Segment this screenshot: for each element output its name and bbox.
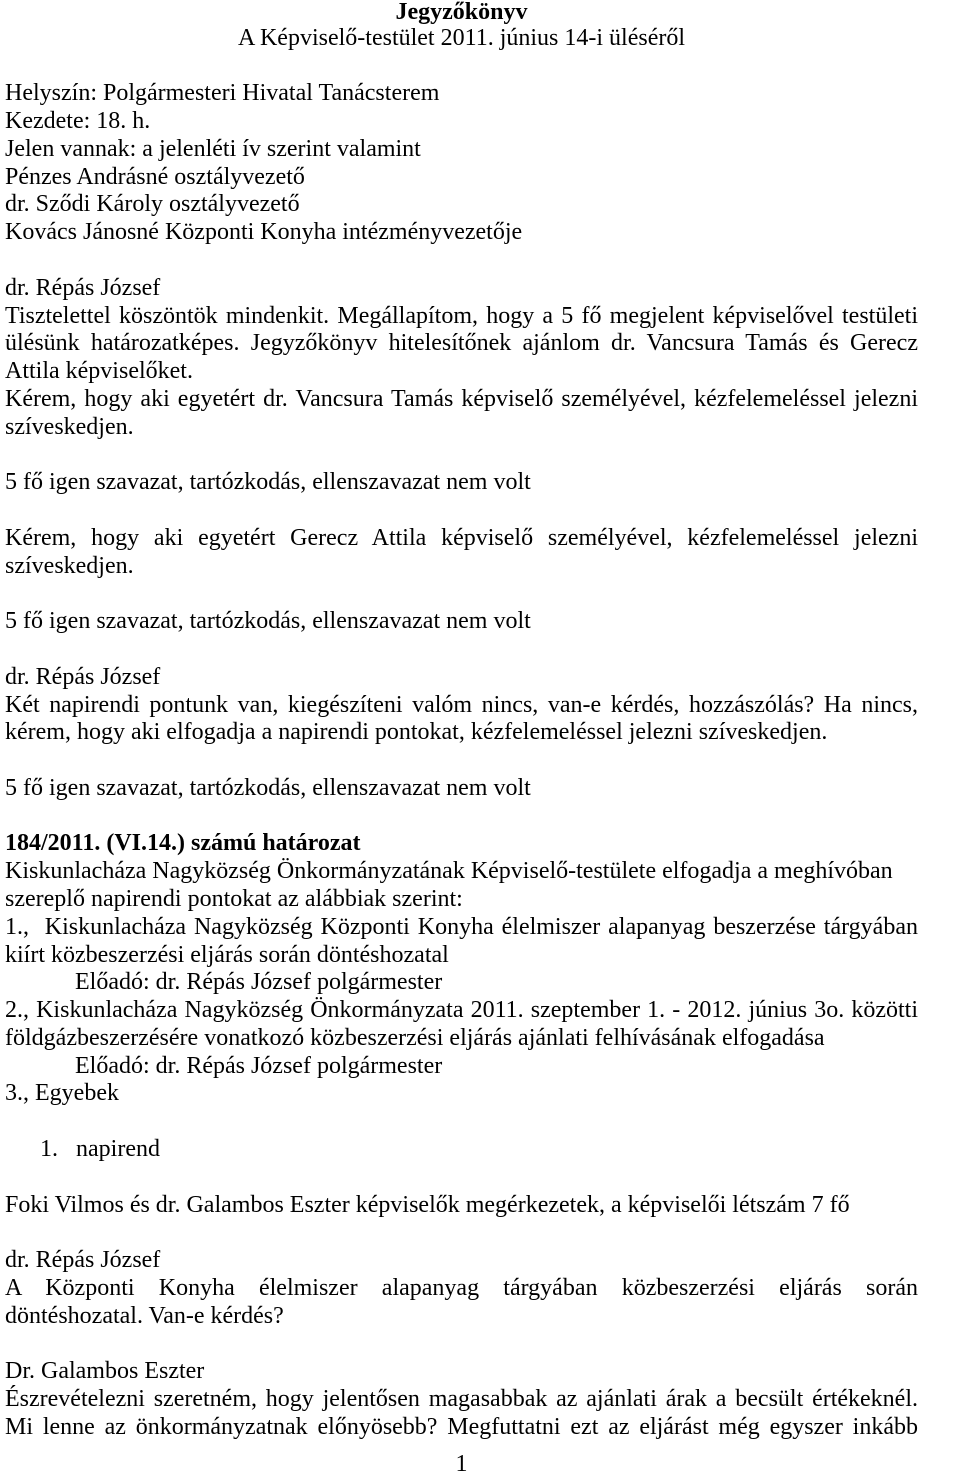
attendee-line: Kovács Jánosné Központi Konyha intézményvezetője (5, 219, 523, 246)
page-number: 1 (455, 1451, 468, 1475)
paragraph-line: szíveskedjen. (5, 552, 134, 579)
attendee-line: dr. Sződi Károly osztályvezető (5, 191, 300, 218)
speaker-name: Dr. Galambos Eszter (5, 1358, 205, 1385)
document-title: Jegyzőkönyv (395, 0, 528, 25)
meeting-location: Helyszín: Polgármesteri Hivatal Tanácsterem (5, 80, 440, 107)
agenda-item-heading (5, 1136, 918, 1164)
blank-line (5, 1108, 918, 1136)
paragraph-line: Attila képviselőket. (5, 358, 193, 385)
blank-line (5, 803, 918, 831)
vote-result: 5 fő igen szavazat, tartózkodás, ellenszavazat nem volt (5, 469, 531, 496)
attendee-line: Pénzes Andrásné osztályvezető (5, 163, 305, 190)
resolution-intro-line: Kiskunlacháza Nagyközség Önkormányzatának Képviselő-testülete elfogadja a meghívóban (5, 858, 893, 885)
speaker-name: dr. Répás József (5, 663, 161, 690)
paragraph-line: Tisztelettel köszöntök mindenkit. Megállapítom, hogy a 5 fő megjelent képviselővel testületi (5, 302, 918, 329)
paragraph-line: szíveskedjen. (5, 413, 134, 440)
paragraph-line: Kérem, hogy aki egyetért Gerecz Attila képviselő személyével, kézfelemeléssel jelezni (5, 524, 918, 551)
blank-line (5, 580, 918, 608)
resolution-item-line: 2., Kiskunlacháza Nagyközség Önkormányzata 2011. szeptember 1. - 2012. június 3o. közötti (5, 997, 918, 1024)
resolution-title: 184/2011. (VI.14.) számú határozat (5, 830, 361, 857)
paragraph-line: Észrevételezni szeretném, hogy jelentősen magasabbak az ajánlati árak a becsült értékeknél. (5, 1386, 918, 1413)
resolution-item-line: 3., Egyebek (5, 1080, 119, 1107)
paragraph-line: ülésünk határozatképes. Jegyzőkönyv hitelesítőnek ajánlom dr. Vancsura Tamás és Gerecz (5, 330, 918, 357)
document-subtitle: A Képviselő-testület 2011. június 14-i üléséről (237, 24, 686, 51)
resolution-item-line: kiírt közbeszerzési eljárás során döntéshozatal (5, 941, 449, 968)
presenter-line: Előadó: dr. Répás József polgármester (75, 969, 443, 996)
resolution-intro-line: szereplő napirendi pontokat az alábbiak szerint: (5, 886, 463, 912)
paragraph-line: döntéshozatal. Van-e kérdés? (5, 1302, 284, 1329)
agenda-item-number: 1. (40, 1136, 58, 1163)
arrival-note: Foki Vilmos és dr. Galambos Eszter képviselők megérkezetek, a képviselői létszám 7 fő (5, 1191, 850, 1218)
blank-line (5, 247, 918, 275)
blank-line (5, 1331, 918, 1359)
blank-line (5, 53, 918, 81)
paragraph-line: A Központi Konyha élelmiszer alapanyag tárgyában közbeszerzési eljárás során (5, 1274, 918, 1301)
blank-line (5, 1219, 918, 1247)
agenda-item-label: napirend (76, 1136, 160, 1163)
speaker-name: dr. Répás József (5, 274, 161, 301)
document-body (5, 0, 918, 1442)
paragraph-line: Mi lenne az önkormányzatnak előnyösebb? Megfuttatni ezt az eljárást még egyszer inkább (5, 1413, 918, 1440)
resolution-item-line: földgázbeszerzésére vonatkozó közbeszerzési eljárás ajánlati felhívásának elfogadása (5, 1024, 825, 1051)
blank-line (5, 1164, 918, 1192)
blank-line (5, 497, 918, 525)
vote-result: 5 fő igen szavazat, tartózkodás, ellenszavazat nem volt (5, 608, 531, 635)
paragraph-line: Kérem, hogy aki egyetért dr. Vancsura Tamás képviselő személyével, kézfelemeléssel jelezni (5, 385, 918, 412)
blank-line (5, 747, 918, 775)
speaker-name: dr. Répás József (5, 1247, 161, 1274)
meeting-start-time: Kezdete: 18. h. (5, 108, 151, 135)
resolution-item-line: 1., Kiskunlacháza Nagyközség Központi Konyha élelmiszer alapanyag beszerzése tárgyában (5, 913, 918, 940)
blank-line (5, 442, 918, 470)
blank-line (5, 636, 918, 664)
presenter-line: Előadó: dr. Répás József polgármester (75, 1052, 443, 1079)
attendees-intro: Jelen vannak: a jelenléti ív szerint valamint (5, 135, 421, 162)
vote-result: 5 fő igen szavazat, tartózkodás, ellenszavazat nem volt (5, 774, 531, 801)
paragraph-line: kérem, hogy aki elfogadja a napirendi pontokat, kézfelemeléssel jelezni szíveskedjen. (5, 719, 828, 746)
paragraph-line: Két napirendi pontunk van, kiegészíteni valóm nincs, van-e kérdés, hozzászólás? Ha nincs, (5, 691, 918, 718)
